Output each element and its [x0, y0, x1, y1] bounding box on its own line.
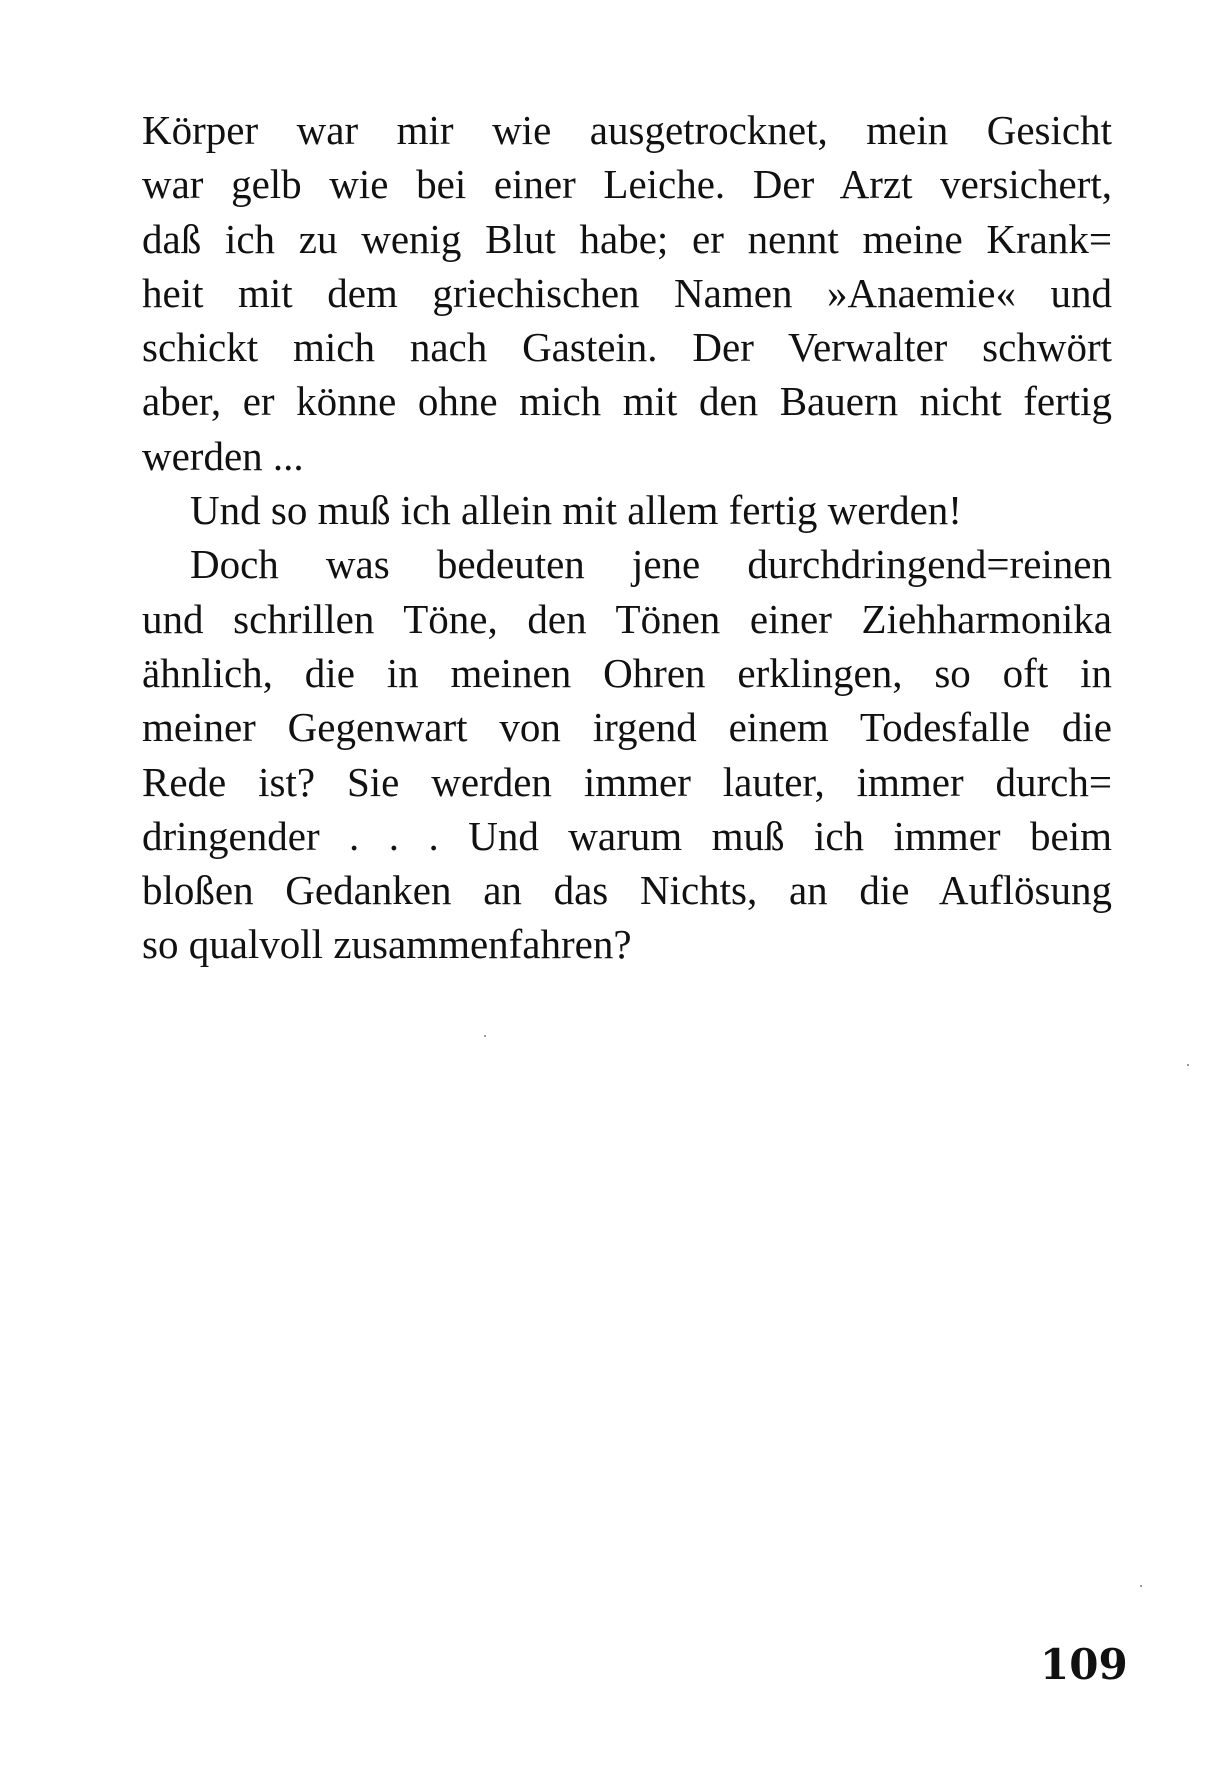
page-number: 109 — [1040, 1640, 1128, 1689]
scan-speck — [484, 1035, 486, 1037]
text-line: war gelb wie bei einer Leiche. Der Arzt versichert, — [142, 161, 1112, 208]
text-line: Und so muß ich allein mit allem fertig werden! — [190, 487, 962, 534]
text-line: und schrillen Töne, den Tönen einer Ziehharmonika — [142, 595, 1112, 642]
text-line: bloßen Gedanken an das Nichts, an die Auflösung — [142, 867, 1112, 914]
text-line: heit mit dem griechischen Namen »Anaemie« und — [142, 269, 1112, 316]
text-line: schickt mich nach Gastein. Der Verwalter schwört — [142, 324, 1112, 371]
text-line: Rede ist? Sie werden immer lauter, immer durch= — [142, 758, 1112, 805]
body-text — [142, 103, 1112, 972]
text-line: so qualvoll zusammenfahren? — [142, 921, 632, 968]
text-line: daß ich zu wenig Blut habe; er nennt meine Krank= — [142, 215, 1112, 262]
text-line: Doch was bedeuten jene durchdringend=reinen — [190, 541, 1112, 588]
text-line: aber, er könne ohne mich mit den Bauern nicht fertig — [142, 378, 1112, 425]
scan-speck — [1187, 1064, 1189, 1066]
text-line: ähnlich, die in meinen Ohren erklingen, so oft in — [142, 649, 1112, 696]
text-line: Körper war mir wie ausgetrocknet, mein Gesicht — [142, 107, 1112, 153]
text-line: dringender . . . Und warum muß ich immer beim — [142, 812, 1112, 859]
scan-speck — [1140, 1585, 1142, 1587]
text-line: meiner Gegenwart von irgend einem Todesfalle die — [142, 704, 1112, 751]
text-line: werden ... — [142, 432, 304, 479]
